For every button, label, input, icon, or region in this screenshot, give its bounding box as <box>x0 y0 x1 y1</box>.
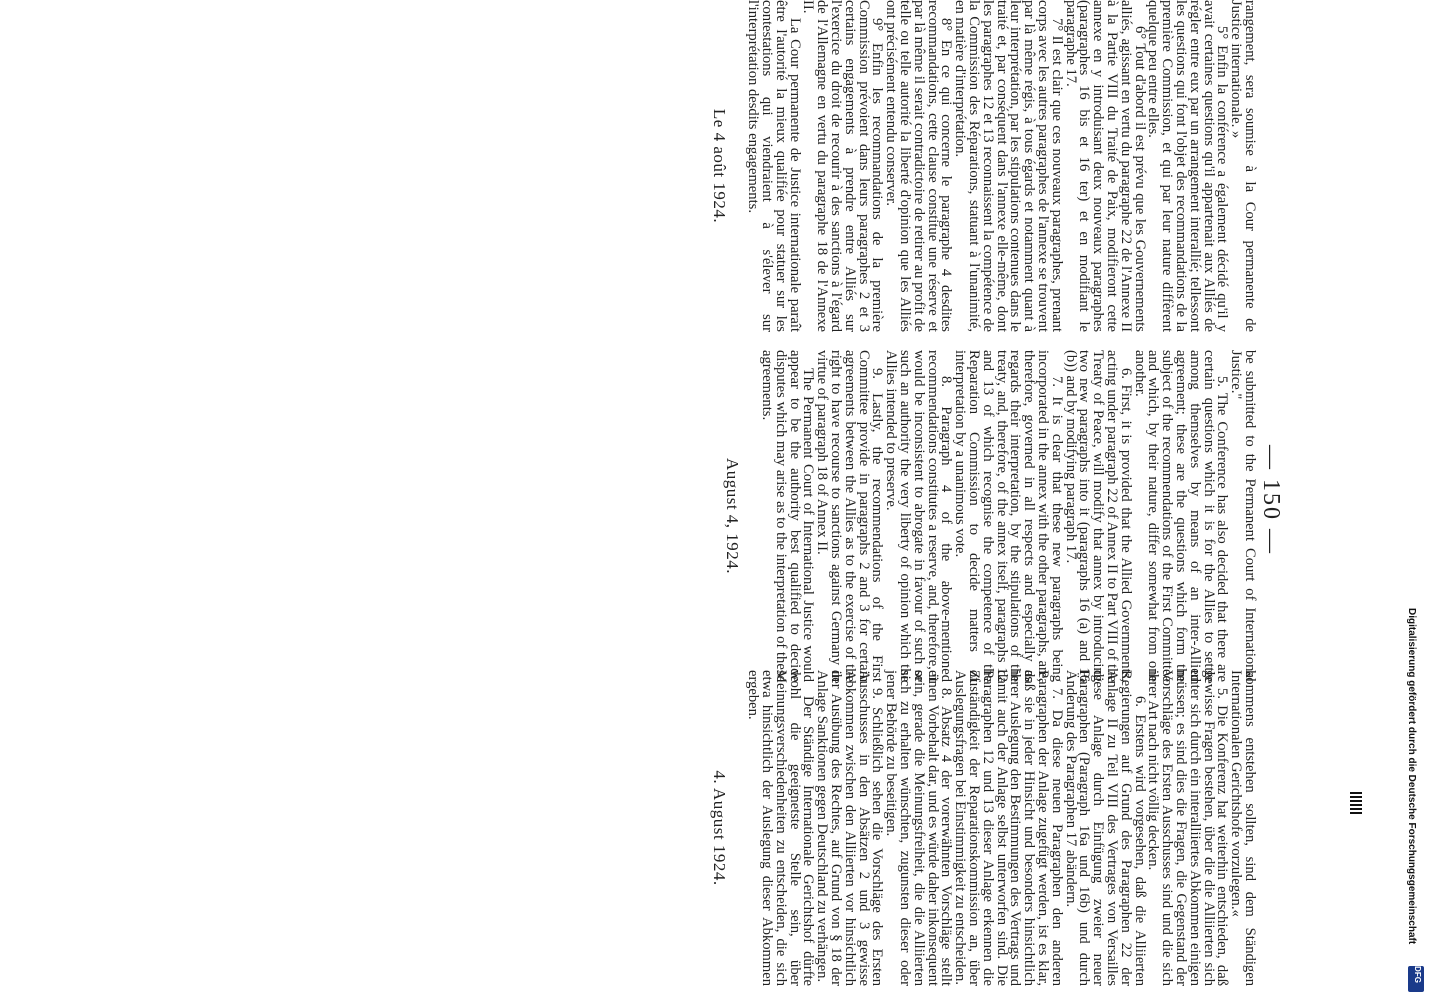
french-paragraph: 7° Il est clair que ces nouveaux paragraphes, prenant corps avec les autres paragraphes de l'annexe se trouvent par là même régis, à tous égards et notamment quant à leur interprétation, par les stipulations contenues dans le traité et, par conséquent dans l'annexe elle-même, dont les paragraphes 12 et 13 reconnaissent la compétence de la Commission des Réparations, statuant à l'unanimité, en matière d'interprétation. <box>952 0 1065 332</box>
german-paragraph: 6. Erstens wird vorgesehen, daß die Alliierten Regierungen auf Grund des Paragraphen 22 der Anlage II zu Teil VIII des Vertrages von Versailles diese Anlage durch Einfügung zweier neuer Paragraphen (Paragraph 16a und 16b) und durch Änderung des Paragraphen 17 abändern. <box>1062 670 1148 986</box>
english-paragraph: 6. First, it is provided that the Allied Governments, acting under paragraph 22 of Annex II to Part VIII of the Treaty of Peace, will modify that annex by introducing two new paragraphs into it (paragraphs 16 (a) and 16 (b)) and by modifying paragraph 17. <box>1062 350 1134 682</box>
english-dateline: August 4, 1924. <box>723 457 743 575</box>
german-paragraph: 9. Schließlich sehen die Vorschläge des Ersten Ausschusses in den Absätzen 2 und 3 gewisse Abkommen zwischen den Alliierten vor hinsichtlich der Ausübung des Rechtes, auf Grund von § 18 der Anlage Sanktionen gegen Deutschland zu verhängen. <box>814 670 886 986</box>
column-german <box>709 670 1258 986</box>
english-paragraph: be submitted to the Permanent Court of International Justice." <box>1228 350 1258 682</box>
german-paragraph: Der Ständige Internationale Gerichtshof dürfte wohl die geeignetste Stelle sein, über Meinungsverschiedenheiten zu entscheiden, die sich etwa hinsichtlich der Auslegung dieser Abkommen ergeben. <box>745 670 817 986</box>
french-paragraph: La Cour permanente de Justice internationale paraît être l'autorité la mieux qualifiée pour statuer sur les contestations qui viendraient à s'élever sur l'interprétation desdits engagements. <box>745 0 803 332</box>
credit-text: Digitalisierung gefördert durch die Deutsche Forschungsgemeinschaft <box>1406 608 1417 945</box>
page-number: — 150 — <box>1258 445 1284 555</box>
english-paragraph: 5. The Conference has also decided that there are certain questions which it is for the Allies to settle among themselves by means of an inter-Allied agreement; these are the questions which form the subject of the recommendations of the First Committee and which, by their nature, differ somewhat from one another. <box>1131 350 1231 682</box>
french-paragraph: 6° Tout d'abord il est prévu que les Gouvernements alliés, agissant en vertu du paragraphe 22 de l'Annexe II à la Partie VIII du Traité de Paix, modifieront cette annexe en y introduisant deux nouveaux paragraphes (paragraphes 16 bis et 16 ter) et en modifiant le paragraphe 17. <box>1062 0 1148 332</box>
digitization-credit <box>1405 0 1425 1000</box>
column-french <box>709 0 1258 332</box>
dfg-logo-text: DFG <box>1412 966 1422 983</box>
english-paragraph: 7. It is clear that these new paragraphs being incorporated in the annex with the other paragraphs, are, therefore, governed in all respects and especially as regards their interpretation, by the stipulations of the treaty, and, therefore, of the annex itself, paragraphs 12 and 13 of which recognise the competence of the Reparation Commission to decide matters of interpretation by a unanimous vote. <box>952 350 1065 682</box>
german-dateline: 4. August 1924. <box>709 770 729 886</box>
french-dateline: Le 4 août 1924. <box>709 108 729 224</box>
scan-artifact <box>1350 792 1362 816</box>
german-paragraph: 5. Die Konferenz hat weiterhin entschieden, daß gewisse Fragen bestehen, über die die Alliierten sich unter sich durch ein interalliiertes Abkommen einigen müssen; es sind dies die Fragen, die Gegenstand der Vorschläge des Ersten Ausschusses sind und die sich ihrer Art nach nicht völlig decken. <box>1145 670 1231 986</box>
french-paragraph: 8° En ce qui concerne le paragraphe 4 desdites recommandations, cette clause constitue une réserve et par là même il serait contradictoire de retirer au profit de telle ou telle autorité la liberté d'opinion que les Alliés ont précisément entendu conserver. <box>883 0 955 332</box>
column-english <box>723 350 1258 682</box>
french-paragraph: rangement, sera soumise à la Cour permanente de Justice internationale. » <box>1228 0 1258 332</box>
english-paragraph: 9. Lastly, the recommendations of the First Committee provide in paragraphs 2 and 3 for certain agreements between the Allies as to the exercise of the right to have recourse to sanctions against Germany in virtue of paragraph 18 of Annex II. <box>814 350 886 682</box>
french-paragraph: 9° Enfin les recommandations de la première Commission prévoient dans leurs paragraphes 2 et 3 certains engagements à prendre entre Alliés sur l'exercice du droit de recourir à des sanctions à l'égard de l'Allemagne en vertu du paragraphe 18 de l'Annexe II. <box>800 0 886 332</box>
dfg-logo <box>1408 966 1424 992</box>
english-paragraph: The Permanent Court of International Justice would appear to be the authority best qualified to decide disputes which may arise as to the interpretation of these agreements. <box>759 350 817 682</box>
german-paragraph: 7. Da diese neuen Paragraphen den anderen Paragraphen der Anlage zugefügt werden, ist es klar, daß sie in jeder Hinsicht und besonders hinsichtlich ihrer Auslegung den Bestimmungen des Vertrags und damit auch der Anlage selbst unterworfen sind. Die Paragraphen 12 und 13 dieser Anlage erkennen die Zuständigkeit der Reparationskommission an, über Auslegungsfragen bei Einstimmigkeit zu entscheiden. <box>952 670 1065 986</box>
german-paragraph: 8. Absatz 4 der vorerwähnten Vorschläge stellt einen Vorbehalt dar, und es würde daher inkonsequent sein, gerade die Meinungsfreiheit, die die Alliierten sich zu erhalten wünschten, zugunsten dieser oder jener Behörde zu beseitigen. <box>883 670 955 986</box>
german-paragraph: kommens entstehen sollten, sind dem Ständigen Internationalen Gerichtshofe vorzulegen.« <box>1228 670 1258 986</box>
french-paragraph: 5° Enfin la conférence a également décidé qu'il y avait certaines questions qu'il appartenait aux Alliés de régler entre eux par un arrangement interallié; tellessont les questions qui font l'objet des recommandations de la première Commission, et qui par leur nature diffèrent quelque peu entre elles. <box>1145 0 1231 332</box>
english-paragraph: 8. Paragraph 4 of the above-mentioned recommendations constitutes a reserve, and, therefore, it would be inconsistent to abrogate in favour of such or such an authority the very liberty of opinion which the Allies intended to preserve. <box>883 350 955 682</box>
